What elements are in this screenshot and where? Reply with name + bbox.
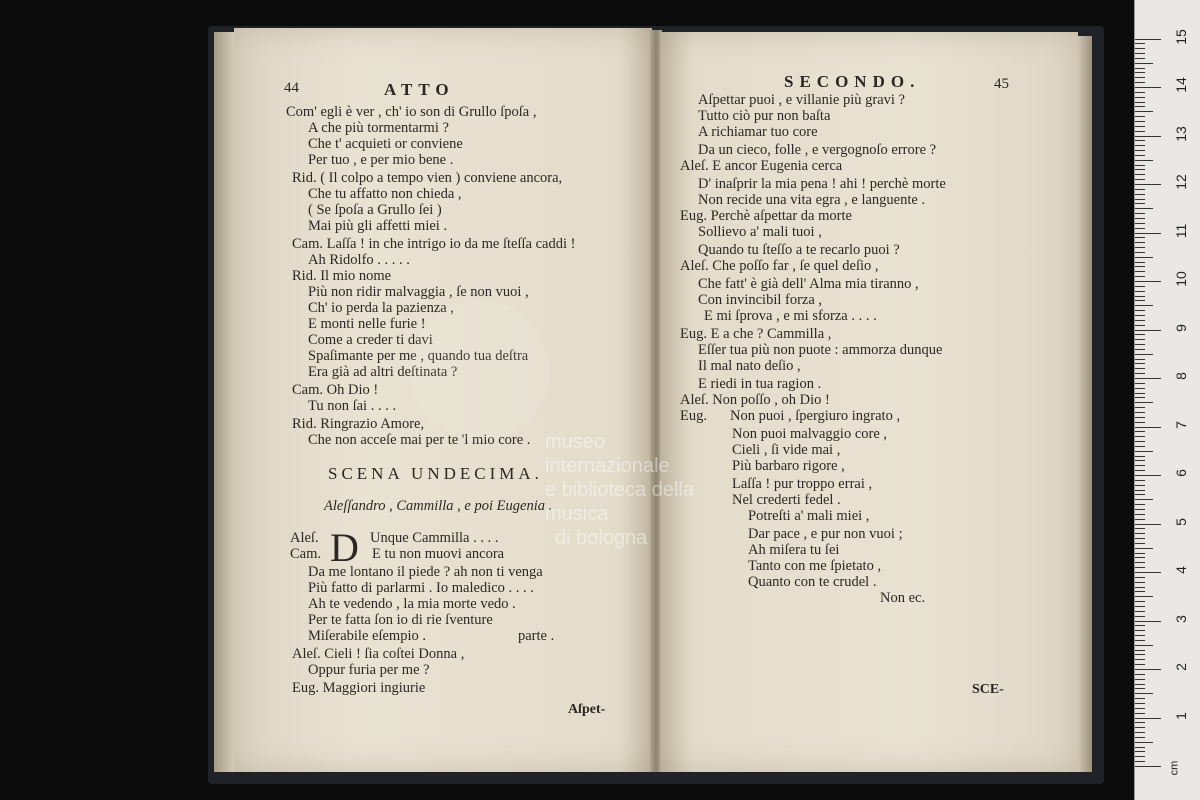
ruler-minor-tick	[1135, 698, 1145, 699]
text-line: A richiamar tuo core	[698, 124, 818, 140]
ruler-minor-tick	[1135, 150, 1145, 151]
ruler-minor-tick	[1135, 344, 1145, 345]
watermark-line: e biblioteca della musica	[545, 479, 694, 525]
ruler-minor-tick	[1135, 223, 1145, 224]
ruler-minor-tick	[1135, 63, 1153, 64]
ruler-minor-tick	[1135, 276, 1145, 277]
ruler-minor-tick	[1135, 354, 1153, 355]
ruler-minor-tick	[1135, 393, 1145, 394]
ruler-minor-tick	[1135, 174, 1145, 175]
ruler-minor-tick	[1135, 727, 1145, 728]
text-line: Nel crederti fedel .	[732, 492, 841, 508]
text-line: E monti nelle furie !	[308, 316, 426, 332]
text-line: Rid. Ringrazio Amore,	[292, 416, 425, 432]
text-line: Spaſimante per me , quando tua deſtra	[308, 348, 529, 364]
text-line: Aleſ. Che poſſo far , ſe quel deſio ,	[680, 258, 879, 274]
ruler-tick	[1135, 718, 1161, 719]
ruler-minor-tick	[1135, 533, 1145, 534]
ruler-tick	[1135, 87, 1161, 88]
running-head: ATTO	[384, 80, 455, 99]
text-line: D' inaſprir la mia pena ! ahi ! perchè morte	[698, 176, 946, 192]
ruler-minor-tick	[1135, 659, 1145, 660]
text-line: Unque Cammilla . . . .	[370, 530, 499, 546]
text-line: Laſſa ! pur troppo errai ,	[732, 476, 873, 492]
ruler-minor-tick	[1135, 465, 1145, 466]
ruler-minor-tick	[1135, 548, 1153, 549]
ruler-minor-tick	[1135, 155, 1145, 156]
text-line: Eug. Perchè aſpettar da morte	[680, 208, 852, 224]
ruler-minor-tick	[1135, 252, 1145, 253]
ruler-number: 10	[1173, 271, 1189, 287]
text-line: A che più tormentarmi ?	[308, 120, 449, 136]
ruler-minor-tick	[1135, 436, 1145, 437]
ruler-minor-tick	[1135, 431, 1145, 432]
ruler-minor-tick	[1135, 305, 1153, 306]
text-line: Con invincibil forza ,	[698, 292, 823, 308]
ruler-minor-tick	[1135, 635, 1145, 636]
text-line: Tu non ſai . . . .	[308, 398, 397, 414]
text-line: Non ec.	[880, 590, 926, 606]
text-line: Ah Ridolfo . . . . .	[308, 252, 410, 268]
ruler-tick	[1135, 136, 1161, 137]
watermark	[545, 430, 735, 550]
ruler-minor-tick	[1135, 441, 1145, 442]
text-line: Non puoi , ſpergiuro ingrato ,	[730, 408, 901, 424]
ruler-minor-tick	[1135, 460, 1145, 461]
ruler-minor-tick	[1135, 490, 1145, 491]
ruler-minor-tick	[1135, 315, 1145, 316]
ruler-tick	[1135, 524, 1161, 525]
ruler-minor-tick	[1135, 349, 1145, 350]
ruler-tick	[1135, 669, 1161, 670]
ruler-minor-tick	[1135, 422, 1145, 423]
ruler-minor-tick	[1135, 504, 1145, 505]
ruler-minor-tick	[1135, 257, 1153, 258]
text-line: Ch' io perda la pazienza ,	[308, 300, 454, 316]
ruler-minor-tick	[1135, 194, 1145, 195]
ruler-minor-tick	[1135, 407, 1145, 408]
ruler-minor-tick	[1135, 684, 1145, 685]
ruler-minor-tick	[1135, 359, 1145, 360]
ruler-minor-tick	[1135, 761, 1145, 762]
ruler-number: 15	[1173, 28, 1189, 45]
ruler-minor-tick	[1135, 616, 1145, 617]
ruler-minor-tick	[1135, 732, 1145, 733]
ruler-minor-tick	[1135, 582, 1145, 583]
text-line: Oppur furia per me ?	[308, 662, 430, 678]
ruler-minor-tick	[1135, 606, 1145, 607]
ruler-minor-tick	[1135, 286, 1145, 287]
ruler-tick	[1135, 233, 1161, 234]
text-line: Aleſ. Cieli ! ſia coſtei Donna ,	[292, 646, 465, 662]
ruler-minor-tick	[1135, 751, 1145, 752]
text-line: Aleſ. E ancor Eugenia cerca	[680, 158, 843, 174]
text-line: Cam.	[290, 546, 322, 562]
ruler-minor-tick	[1135, 325, 1145, 326]
ruler-minor-tick	[1135, 48, 1145, 49]
ruler-minor-tick	[1135, 58, 1145, 59]
text-line: Da me lontano il piede ? ah non ti venga	[308, 564, 543, 580]
text-line: Eug. Maggiori ingiurie	[292, 680, 426, 696]
text-line: Potreſti a' mali miei ,	[748, 508, 870, 524]
text-line: Cam. Oh Dio !	[292, 382, 379, 398]
text-line: Che non acceſe mai per te 'l mio core .	[308, 432, 531, 448]
ruler-minor-tick	[1135, 485, 1145, 486]
text-line: Quanto con te crudel .	[748, 574, 877, 590]
text-line: Più non ridir malvaggia , ſe non vuoi ,	[308, 284, 529, 300]
ruler-minor-tick	[1135, 654, 1145, 655]
text-line: Non puoi malvaggio core ,	[732, 426, 888, 442]
ruler-tick	[1135, 281, 1161, 282]
ruler-minor-tick	[1135, 664, 1145, 665]
ruler-minor-tick	[1135, 674, 1145, 675]
text-line: Aſpettar puoi , e villanie più gravi ?	[698, 92, 905, 108]
ruler-minor-tick	[1135, 368, 1145, 369]
measurement-ruler	[1134, 0, 1200, 800]
ruler-minor-tick	[1135, 587, 1145, 588]
ruler-tick	[1135, 184, 1161, 185]
ruler-tick	[1135, 475, 1161, 476]
ruler-minor-tick	[1135, 320, 1145, 321]
ruler-minor-tick	[1135, 131, 1145, 132]
text-line: Non recide una vita egra , e languente .	[698, 192, 926, 208]
ruler-minor-tick	[1135, 713, 1145, 714]
ruler-number: 9	[1173, 323, 1189, 332]
text-line: Rid. ( Il colpo a tempo vien ) conviene ancora,	[292, 170, 563, 186]
ruler-minor-tick	[1135, 82, 1145, 83]
ruler-minor-tick	[1135, 451, 1153, 452]
text-line: Tanto con me ſpietato ,	[748, 558, 882, 574]
ruler-minor-tick	[1135, 645, 1153, 646]
ruler-minor-tick	[1135, 538, 1145, 539]
text-line: Sollievo a' mali tuoi ,	[698, 224, 822, 240]
ruler-tick	[1135, 378, 1161, 379]
ruler-minor-tick	[1135, 218, 1145, 219]
ruler-minor-tick	[1135, 43, 1145, 44]
ruler-number: 3	[1173, 614, 1189, 623]
ruler-minor-tick	[1135, 237, 1145, 238]
text-line: Ah miſera tu ſei	[748, 542, 840, 558]
ruler-minor-tick	[1135, 72, 1145, 73]
watermark-line: museo internazionale	[545, 431, 670, 477]
text-line: parte .	[518, 628, 555, 644]
ruler-minor-tick	[1135, 514, 1145, 515]
ruler-minor-tick	[1135, 271, 1145, 272]
ruler-tick	[1135, 39, 1161, 40]
text-line: E riedi in tua ragion .	[698, 376, 822, 392]
scene-title: SCENA UNDECIMA.	[328, 464, 543, 483]
ruler-minor-tick	[1135, 68, 1145, 69]
text-line: Eug. E a che ? Cammilla ,	[680, 326, 832, 342]
ruler-minor-tick	[1135, 601, 1145, 602]
ruler-minor-tick	[1135, 247, 1145, 248]
ruler-minor-tick	[1135, 417, 1145, 418]
text-line: Aleſ.	[290, 530, 319, 546]
text-line: Come a creder ti davi	[308, 332, 433, 348]
text-line: Rid. Il mio nome	[292, 268, 392, 284]
page-number: 44	[284, 80, 299, 96]
ruler-minor-tick	[1135, 363, 1145, 364]
drop-cap: D	[330, 525, 359, 570]
text-line: Cieli , ſi vide mai ,	[732, 442, 841, 458]
ruler-minor-tick	[1135, 145, 1145, 146]
ruler-minor-tick	[1135, 625, 1145, 626]
text-line: Dar pace , e pur non vuoi ;	[748, 526, 903, 542]
ruler-minor-tick	[1135, 291, 1145, 292]
ruler-minor-tick	[1135, 528, 1145, 529]
ruler-minor-tick	[1135, 92, 1145, 93]
ruler-minor-tick	[1135, 640, 1145, 641]
text-line: E tu non muovi ancora	[372, 546, 505, 562]
text-line: Che fatt' è già dell' Alma mia tiranno ,	[698, 276, 919, 292]
ruler-number: 13	[1173, 125, 1189, 142]
page-edges-right	[1076, 36, 1092, 772]
watermark-logo	[410, 300, 550, 440]
ruler-minor-tick	[1135, 165, 1145, 166]
ruler-minor-tick	[1135, 499, 1153, 500]
ruler-number: 5	[1173, 517, 1189, 526]
running-head: SECONDO.	[784, 72, 921, 91]
ruler-minor-tick	[1135, 543, 1145, 544]
ruler-number: 4	[1173, 566, 1189, 574]
ruler-minor-tick	[1135, 53, 1145, 54]
ruler-minor-tick	[1135, 121, 1145, 122]
text-line: Eſſer tua più non puote : ammorza dunque	[698, 342, 943, 358]
text-line: Più barbaro rigore ,	[732, 458, 845, 474]
right-page	[660, 32, 1078, 772]
ruler-minor-tick	[1135, 470, 1145, 471]
ruler-minor-tick	[1135, 708, 1145, 709]
ruler-minor-tick	[1135, 111, 1153, 112]
ruler-unit: cm	[1168, 760, 1181, 776]
ruler-number: 12	[1173, 174, 1189, 190]
catchword: SCE-	[972, 682, 1004, 697]
ruler-minor-tick	[1135, 456, 1145, 457]
ruler-minor-tick	[1135, 402, 1153, 403]
ruler-minor-tick	[1135, 591, 1145, 592]
text-line: Eug.	[680, 408, 707, 424]
ruler-minor-tick	[1135, 169, 1145, 170]
ruler-minor-tick	[1135, 679, 1145, 680]
ruler-minor-tick	[1135, 140, 1145, 141]
ruler-minor-tick	[1135, 742, 1153, 743]
scene-characters: Aleſſandro , Cammilla , e poi Eugenia .	[324, 498, 553, 514]
text-line: Mai più gli affetti miei .	[308, 218, 448, 234]
ruler-minor-tick	[1135, 388, 1145, 389]
ruler-minor-tick	[1135, 334, 1145, 335]
text-line: Più fatto di parlarmi . Io maledico . . . .	[308, 580, 534, 596]
ruler-minor-tick	[1135, 577, 1145, 578]
ruler-tick	[1135, 330, 1161, 331]
text-line: Ah te vedendo , la mia morte vedo .	[308, 596, 516, 612]
ruler-number: 7	[1173, 420, 1189, 429]
text-line: Miſerabile eſempio .	[308, 628, 426, 644]
ruler-minor-tick	[1135, 208, 1153, 209]
ruler-tick	[1135, 766, 1161, 767]
ruler-minor-tick	[1135, 189, 1145, 190]
ruler-minor-tick	[1135, 567, 1145, 568]
ruler-tick	[1135, 572, 1161, 573]
ruler-number: 2	[1173, 663, 1189, 671]
text-line: Che tu affatto non chieda ,	[308, 186, 462, 202]
ruler-minor-tick	[1135, 310, 1145, 311]
text-line: Aleſ. Non poſſo , oh Dio !	[680, 392, 830, 408]
text-line: E mi ſprova , e mi sforza . . . .	[704, 308, 877, 324]
ruler-number: 11	[1173, 223, 1189, 238]
ruler-minor-tick	[1135, 339, 1145, 340]
text-line: Tutto ciò pur non baſta	[698, 108, 831, 124]
ruler-minor-tick	[1135, 203, 1145, 204]
ruler-minor-tick	[1135, 266, 1145, 267]
ruler-minor-tick	[1135, 397, 1145, 398]
ruler-minor-tick	[1135, 296, 1145, 297]
ruler-minor-tick	[1135, 611, 1145, 612]
ruler-minor-tick	[1135, 703, 1145, 704]
ruler-minor-tick	[1135, 557, 1145, 558]
text-line: Per te fatta ſon io di rie ſventure	[308, 612, 493, 628]
ruler-number: 8	[1173, 372, 1189, 380]
ruler-number: 1	[1173, 711, 1189, 720]
ruler-minor-tick	[1135, 383, 1145, 384]
ruler-minor-tick	[1135, 97, 1145, 98]
ruler-minor-tick	[1135, 106, 1145, 107]
ruler-minor-tick	[1135, 199, 1145, 200]
ruler-minor-tick	[1135, 693, 1153, 694]
ruler-minor-tick	[1135, 480, 1145, 481]
watermark-line: di bologna	[555, 527, 648, 549]
page-edges-left	[214, 32, 236, 772]
ruler-minor-tick	[1135, 562, 1145, 563]
ruler-minor-tick	[1135, 412, 1145, 413]
ruler-tick	[1135, 621, 1161, 622]
ruler-minor-tick	[1135, 160, 1153, 161]
ruler-minor-tick	[1135, 179, 1145, 180]
ruler-minor-tick	[1135, 747, 1145, 748]
text-line: Da un cieco, folle , e vergognoſo errore ?	[698, 142, 937, 158]
ruler-minor-tick	[1135, 509, 1145, 510]
ruler-minor-tick	[1135, 126, 1145, 127]
text-line: Il mal nato deſio ,	[698, 358, 801, 374]
ruler-minor-tick	[1135, 494, 1145, 495]
ruler-minor-tick	[1135, 756, 1145, 757]
ruler-minor-tick	[1135, 553, 1145, 554]
page-number: 45	[994, 76, 1009, 92]
text-line: Che t' acquieti or conviene	[308, 136, 463, 152]
ruler-tick	[1135, 427, 1161, 428]
ruler-minor-tick	[1135, 102, 1145, 103]
ruler-minor-tick	[1135, 737, 1145, 738]
text-line: Cam. Laſſa ! in che intrigo io da me ſteſſa caddi !	[292, 236, 576, 252]
text-line: Com' egli è ver , ch' io son di Grullo ſpoſa ,	[286, 104, 537, 120]
ruler-minor-tick	[1135, 650, 1145, 651]
text-line: Quando tu ſteſſo a te recarlo puoi ?	[698, 242, 900, 258]
catchword: Aſpet-	[568, 702, 606, 717]
ruler-minor-tick	[1135, 242, 1145, 243]
ruler-minor-tick	[1135, 596, 1153, 597]
text-line: Per tuo , e per mio bene .	[308, 152, 454, 168]
ruler-minor-tick	[1135, 722, 1145, 723]
ruler-minor-tick	[1135, 630, 1145, 631]
text-line: Era già ad altri deſtinata ?	[308, 364, 458, 380]
ruler-minor-tick	[1135, 228, 1145, 229]
ruler-number: 14	[1173, 77, 1189, 93]
ruler-minor-tick	[1135, 116, 1145, 117]
text-line: ( Se ſpoſa a Grullo ſei )	[308, 202, 442, 218]
ruler-minor-tick	[1135, 446, 1145, 447]
ruler-minor-tick	[1135, 373, 1145, 374]
ruler-minor-tick	[1135, 262, 1145, 263]
ruler-minor-tick	[1135, 300, 1145, 301]
ruler-minor-tick	[1135, 688, 1145, 689]
ruler-minor-tick	[1135, 77, 1145, 78]
ruler-minor-tick	[1135, 213, 1145, 214]
ruler-number: 6	[1173, 469, 1189, 477]
ruler-minor-tick	[1135, 519, 1145, 520]
